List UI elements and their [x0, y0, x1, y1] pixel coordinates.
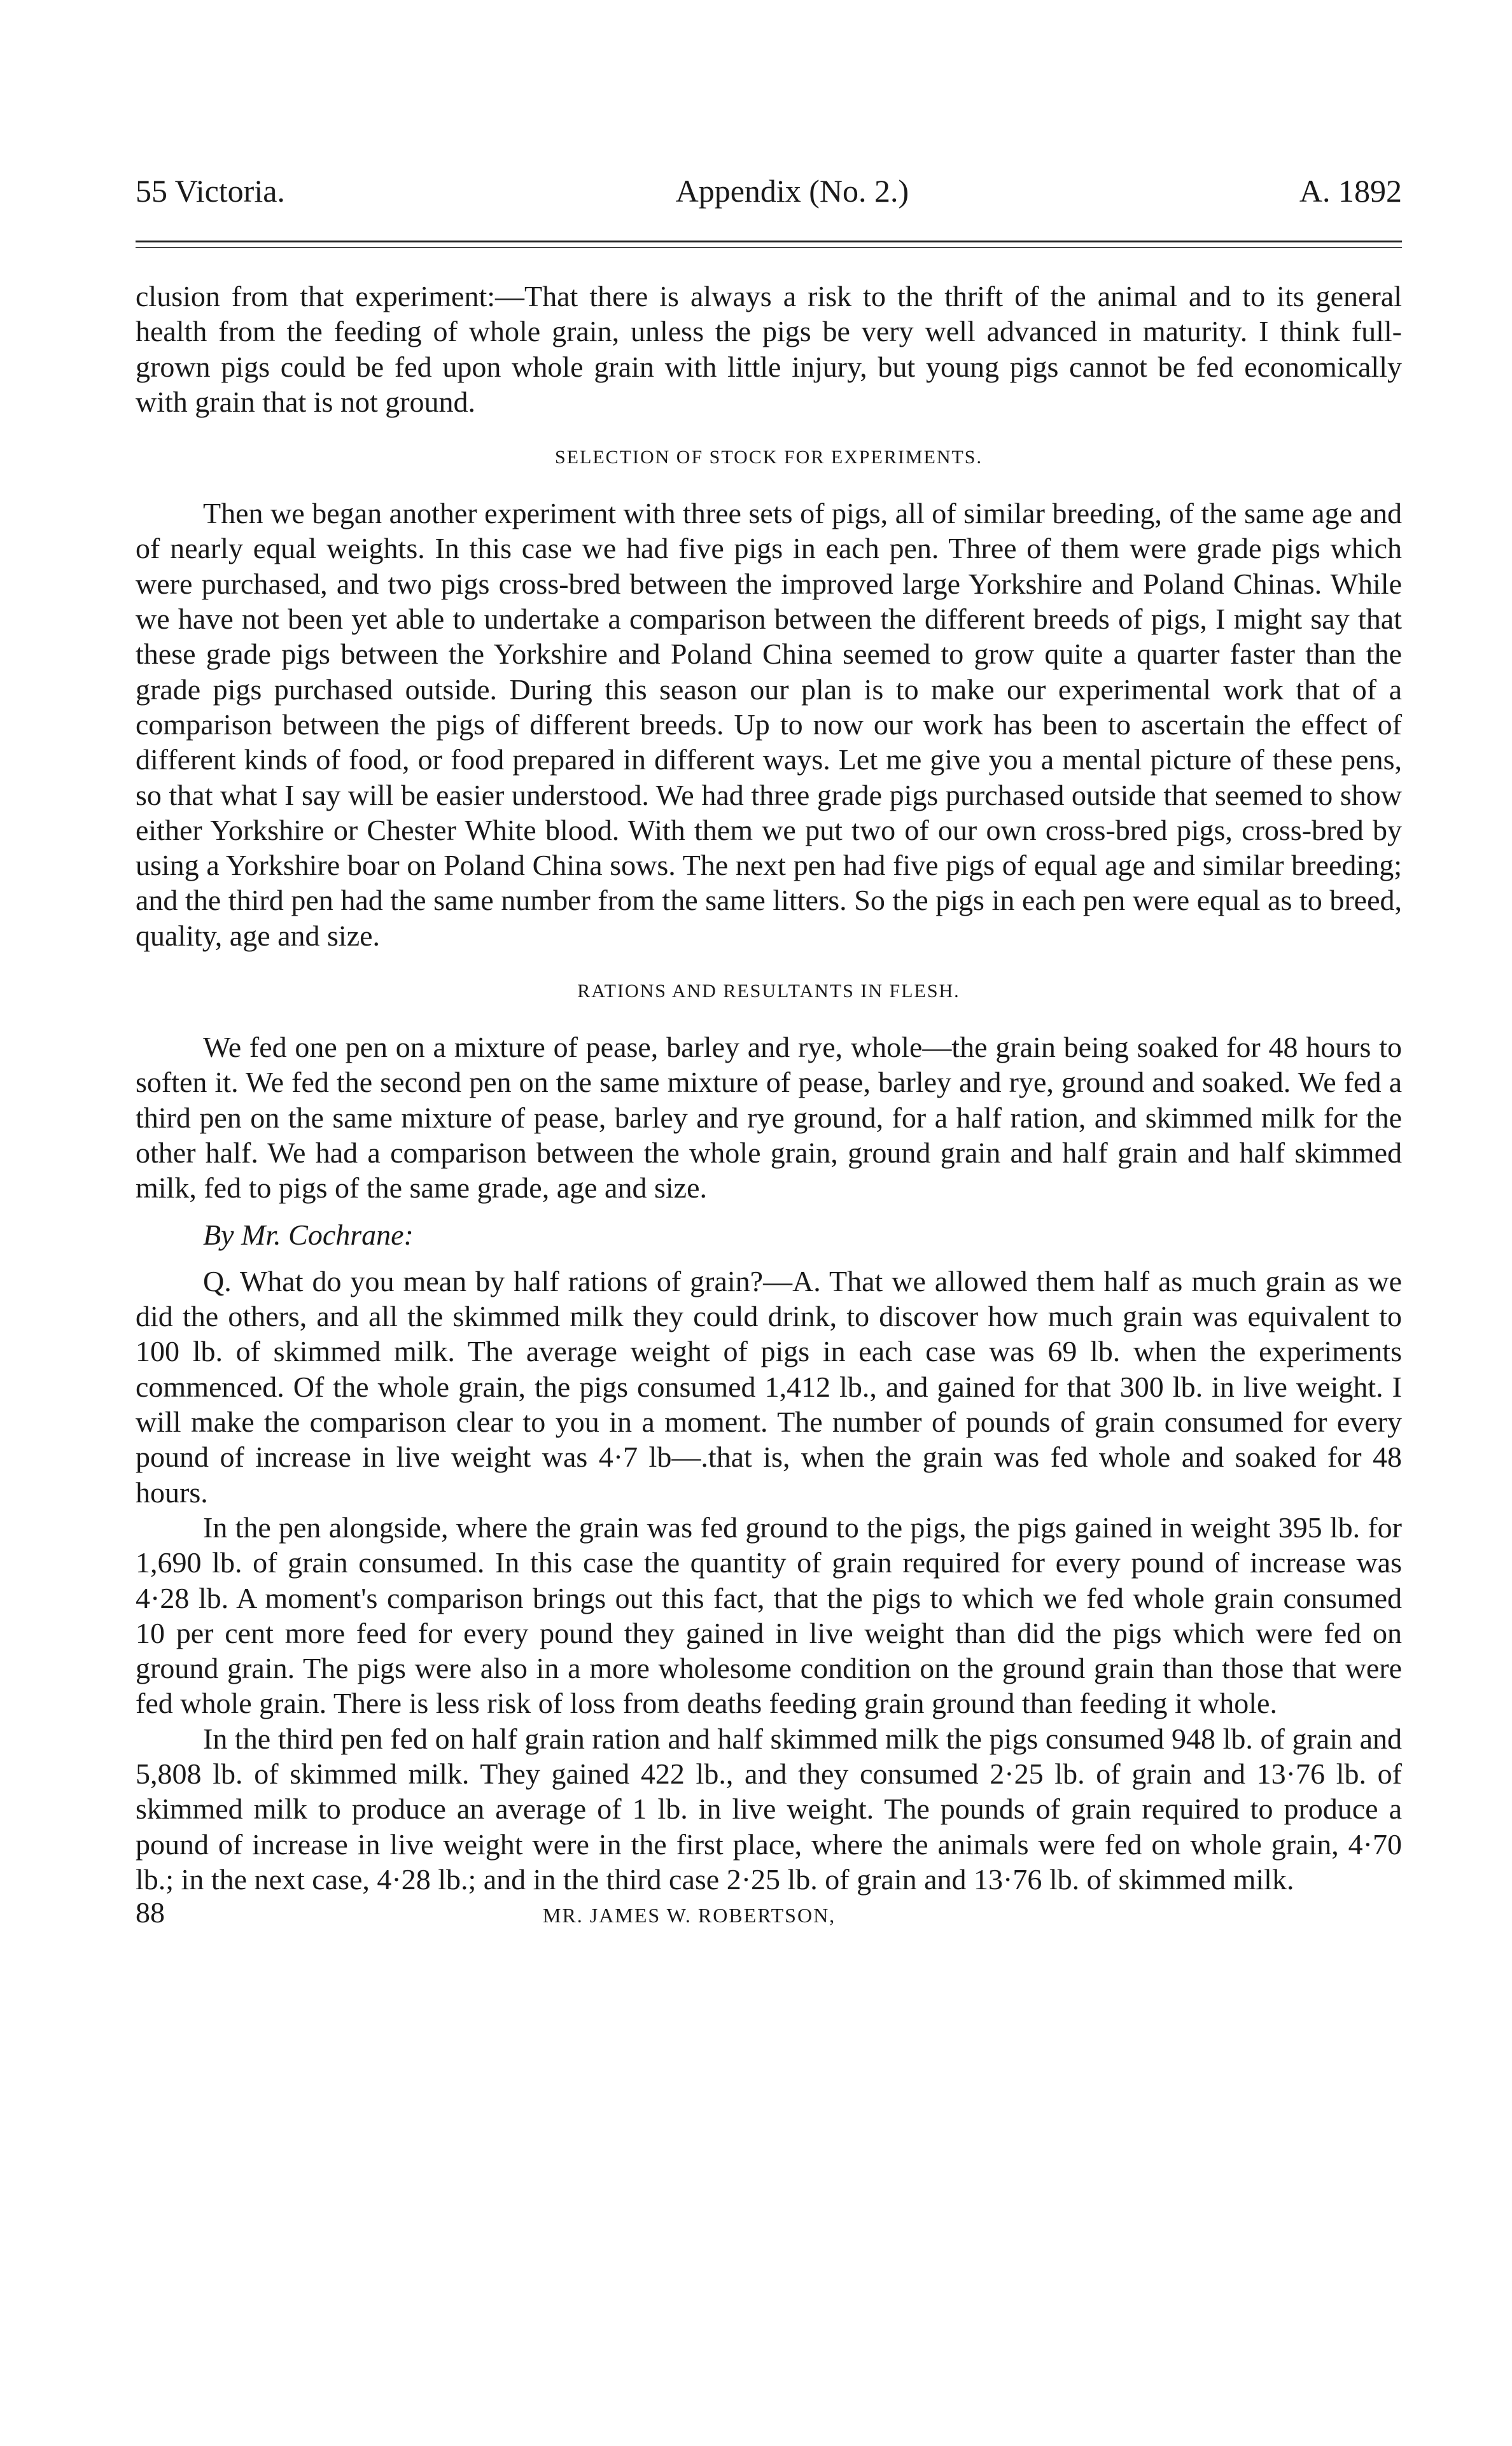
paragraph-experiment: Then we began another experiment with three sets of pigs, all of similar breeding, of the same age and of nearly equal weights. In this case we had five pigs in each pen. Three of them were grade pigs which were purchased, and two pigs cross-bred between the improved large Yorkshire and Poland Chinas. While we have not been yet able to undertake a comparison between the different breeds of pigs, I might say that these grade pigs between the Yorkshire and Poland China seemed to grow quite a quarter faster than the grade pigs purchased outside. During this season our plan is to make our experimental work that of a comparison between the pigs of different breeds. Up to now our work has been to ascertain the effect of different kinds of food, or food prepared in different ways. Let me give you a mental picture of these pens, so that what I say will be easier understood. We had three grade pigs purchased outside that seemed to show either Yorkshire or Chester White blood. With them we put two of our own cross-bred pigs, cross-bred by using a Yorkshire boar on Poland China sows. The next pen had five pigs of equal age and similar breeding; and the third pen had the same number from the same litters. So the pigs in each pen were equal as to breed, quality, age and size.	[136, 497, 1402, 952]
running-head-year: A. 1892	[1299, 173, 1402, 209]
section-heading-rations: RATIONS AND RESULTANTS IN FLESH.	[577, 981, 960, 1002]
witness-signature-line: MR. JAMES W. ROBERTSON,	[543, 1904, 836, 1927]
running-head-appendix: Appendix (No. 2.)	[675, 173, 909, 209]
paragraph-question: Q. What do you mean by half rations of grain?—A. That we allowed them half as much grain as we did the others, and all the skimmed milk they could drink, to discover how much grain was equivalent to 100 lb. of skimmed milk. The average weight of pigs in each case was 69 lb. when the experiments commenced. Of the whole grain, the pigs consumed 1,412 lb., and gained for that 300 lb. in live weight. I will make the comparison clear to you in a moment. The number of pounds of grain consumed for every pound of increase in live weight was 4·7 lb—.that is, when the grain was fed whole and soaked for 48 hours.	[136, 1264, 1402, 1509]
body-text	[136, 279, 1402, 1931]
header-rule-thin	[136, 247, 1402, 248]
paragraph-skimmed-milk: In the third pen fed on half grain ration and half skimmed milk the pigs consumed 948 lb. of grain and 5,808 lb. of skimmed milk. They gained 422 lb., and they consumed 2·25 lb. of grain and 13·76 lb. of skimmed milk to produce an average of 1 lb. in live weight. The pounds of grain required to produce a pound of increase in live weight were in the first place, where the animals were fed on whole grain, 4·70 lb.; in the next case, 4·28 lb.; and in the third case 2·25 lb. of grain and 13·76 lb. of skimmed milk.	[136, 1722, 1402, 1896]
page-footer	[136, 1897, 1402, 1931]
header-rule-thick	[136, 241, 1402, 242]
running-head	[136, 172, 1402, 213]
page-number: 88	[136, 1896, 165, 1929]
document-page	[136, 172, 1402, 1931]
speaker-label: By Mr. Cochrane:	[203, 1218, 414, 1251]
paragraph-ground-grain: In the pen alongside, where the grain was fed ground to the pigs, the pigs gained in weight 395 lb. for 1,690 lb. of grain consumed. In this case the quantity of grain required for every pound of increase was 4·28 lb. A moment's comparison brings out this fact, that the pigs to which we fed whole grain consumed 10 per cent more feed for every pound they gained in live weight than did the pigs which were fed on ground grain. The pigs were also in a more wholesome condition on the ground grain than those that were fed whole grain. There is less risk of loss from deaths feeding grain ground than feeding it whole.	[136, 1511, 1402, 1720]
paragraph-rations: We fed one pen on a mixture of pease, barley and rye, whole—the grain being soaked for 48 hours to soften it. We fed the second pen on the same mixture of pease, barley and rye, ground and soaked. We fed a third pen on the same mixture of pease, barley and rye ground, for a half ration, and skimmed milk for the other half. We had a comparison between the whole grain, ground grain and half grain and half skimmed milk, fed to pigs of the same grade, age and size.	[136, 1031, 1402, 1205]
paragraph-continuation: clusion from that experiment:—That there is always a risk to the thrift of the animal and to its general health from the feeding of whole grain, unless the pigs be very well advanced in maturity. I think full-grown pigs could be fed upon whole grain with little injury, but young pigs cannot be fed economically with grain that is not ground.	[136, 280, 1402, 418]
section-heading-selection: SELECTION OF STOCK FOR EXPERIMENTS.	[554, 447, 983, 468]
running-head-session: 55 Victoria.	[136, 173, 285, 209]
